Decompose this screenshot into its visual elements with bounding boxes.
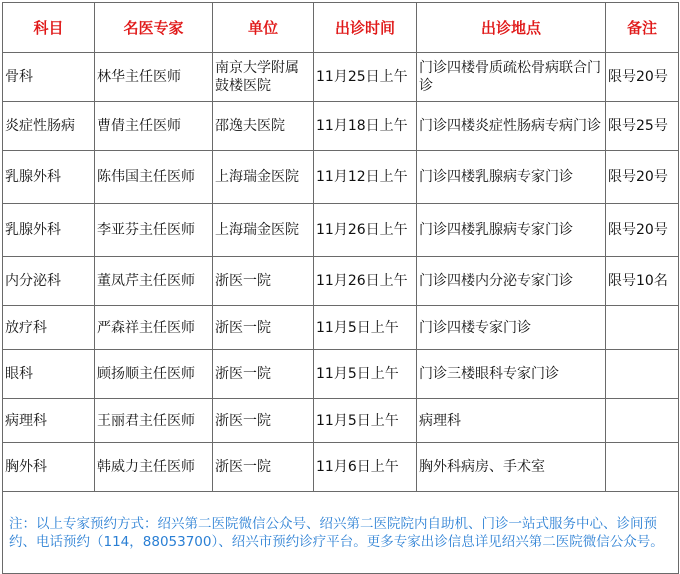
- cell-doctor: 韩威力主任医师: [95, 443, 213, 492]
- cell-doctor: 王丽君主任医师: [95, 399, 213, 443]
- cell-doctor: 顾扬顺主任医师: [95, 350, 213, 399]
- cell-note: [606, 306, 679, 350]
- cell-dept: 放疗科: [3, 306, 95, 350]
- cell-unit: 南京大学附属鼓楼医院: [213, 53, 314, 102]
- cell-note: 限号20号: [606, 204, 679, 257]
- cell-place: 门诊四楼骨质疏松骨病联合门诊: [417, 53, 606, 102]
- table-row: [3, 257, 679, 306]
- cell-time: 11月5日上午: [314, 399, 417, 443]
- cell-dept: 眼科: [3, 350, 95, 399]
- cell-unit: 浙医一院: [213, 257, 314, 306]
- cell-place: 病理科: [417, 399, 606, 443]
- cell-doctor: 严森祥主任医师: [95, 306, 213, 350]
- cell-unit: 上海瑞金医院: [213, 151, 314, 204]
- cell-unit: 浙医一院: [213, 350, 314, 399]
- cell-doctor: 林华主任医师: [95, 53, 213, 102]
- footnote: 注：以上专家预约方式：绍兴第二医院微信公众号、绍兴第二医院院内自助机、门诊一站式服务中心、诊间预约、电话预约（114，88053700）、绍兴市预约诊疗平台。更多专家出诊信息详见绍兴第二医院微信公众号。: [3, 492, 679, 574]
- cell-time: 11月18日上午: [314, 102, 417, 151]
- cell-note: 限号20号: [606, 151, 679, 204]
- cell-dept: 胸外科: [3, 443, 95, 492]
- cell-unit: 邵逸夫医院: [213, 102, 314, 151]
- cell-time: 11月6日上午: [314, 443, 417, 492]
- cell-time: 11月25日上午: [314, 53, 417, 102]
- table-row: [3, 151, 679, 204]
- cell-doctor: 董凤芹主任医师: [95, 257, 213, 306]
- cell-dept: 骨科: [3, 53, 95, 102]
- cell-unit: 上海瑞金医院: [213, 204, 314, 257]
- footnote-row: [3, 492, 679, 574]
- cell-note: 限号25号: [606, 102, 679, 151]
- cell-note: [606, 399, 679, 443]
- cell-place: 门诊四楼专家门诊: [417, 306, 606, 350]
- header-row: [3, 3, 679, 53]
- header-doctor: 名医专家: [95, 3, 213, 53]
- header-note: 备注: [606, 3, 679, 53]
- cell-dept: 病理科: [3, 399, 95, 443]
- header-unit: 单位: [213, 3, 314, 53]
- cell-dept: 内分泌科: [3, 257, 95, 306]
- cell-place: 门诊四楼乳腺病专家门诊: [417, 204, 606, 257]
- cell-time: 11月26日上午: [314, 257, 417, 306]
- cell-time: 11月26日上午: [314, 204, 417, 257]
- cell-note: 限号20号: [606, 53, 679, 102]
- cell-place: 门诊三楼眼科专家门诊: [417, 350, 606, 399]
- cell-unit: 浙医一院: [213, 399, 314, 443]
- table-row: [3, 399, 679, 443]
- cell-time: 11月12日上午: [314, 151, 417, 204]
- cell-unit: 浙医一院: [213, 306, 314, 350]
- table-row: [3, 102, 679, 151]
- cell-dept: 炎症性肠病: [3, 102, 95, 151]
- cell-doctor: 曹倩主任医师: [95, 102, 213, 151]
- cell-unit: 浙医一院: [213, 443, 314, 492]
- cell-place: 门诊四楼炎症性肠病专病门诊: [417, 102, 606, 151]
- cell-note: [606, 443, 679, 492]
- cell-place: 门诊四楼内分泌专家门诊: [417, 257, 606, 306]
- cell-time: 11月5日上午: [314, 306, 417, 350]
- table-row: [3, 204, 679, 257]
- table-row: [3, 53, 679, 102]
- cell-place: 门诊四楼乳腺病专家门诊: [417, 151, 606, 204]
- schedule-table: [2, 2, 679, 574]
- cell-doctor: 陈伟国主任医师: [95, 151, 213, 204]
- cell-note: 限号10名: [606, 257, 679, 306]
- cell-doctor: 李亚芬主任医师: [95, 204, 213, 257]
- header-time: 出诊时间: [314, 3, 417, 53]
- table-row: [3, 443, 679, 492]
- table-row: [3, 306, 679, 350]
- cell-place: 胸外科病房、手术室: [417, 443, 606, 492]
- cell-dept: 乳腺外科: [3, 151, 95, 204]
- cell-note: [606, 350, 679, 399]
- header-dept: 科目: [3, 3, 95, 53]
- cell-dept: 乳腺外科: [3, 204, 95, 257]
- cell-time: 11月5日上午: [314, 350, 417, 399]
- header-place: 出诊地点: [417, 3, 606, 53]
- table-row: [3, 350, 679, 399]
